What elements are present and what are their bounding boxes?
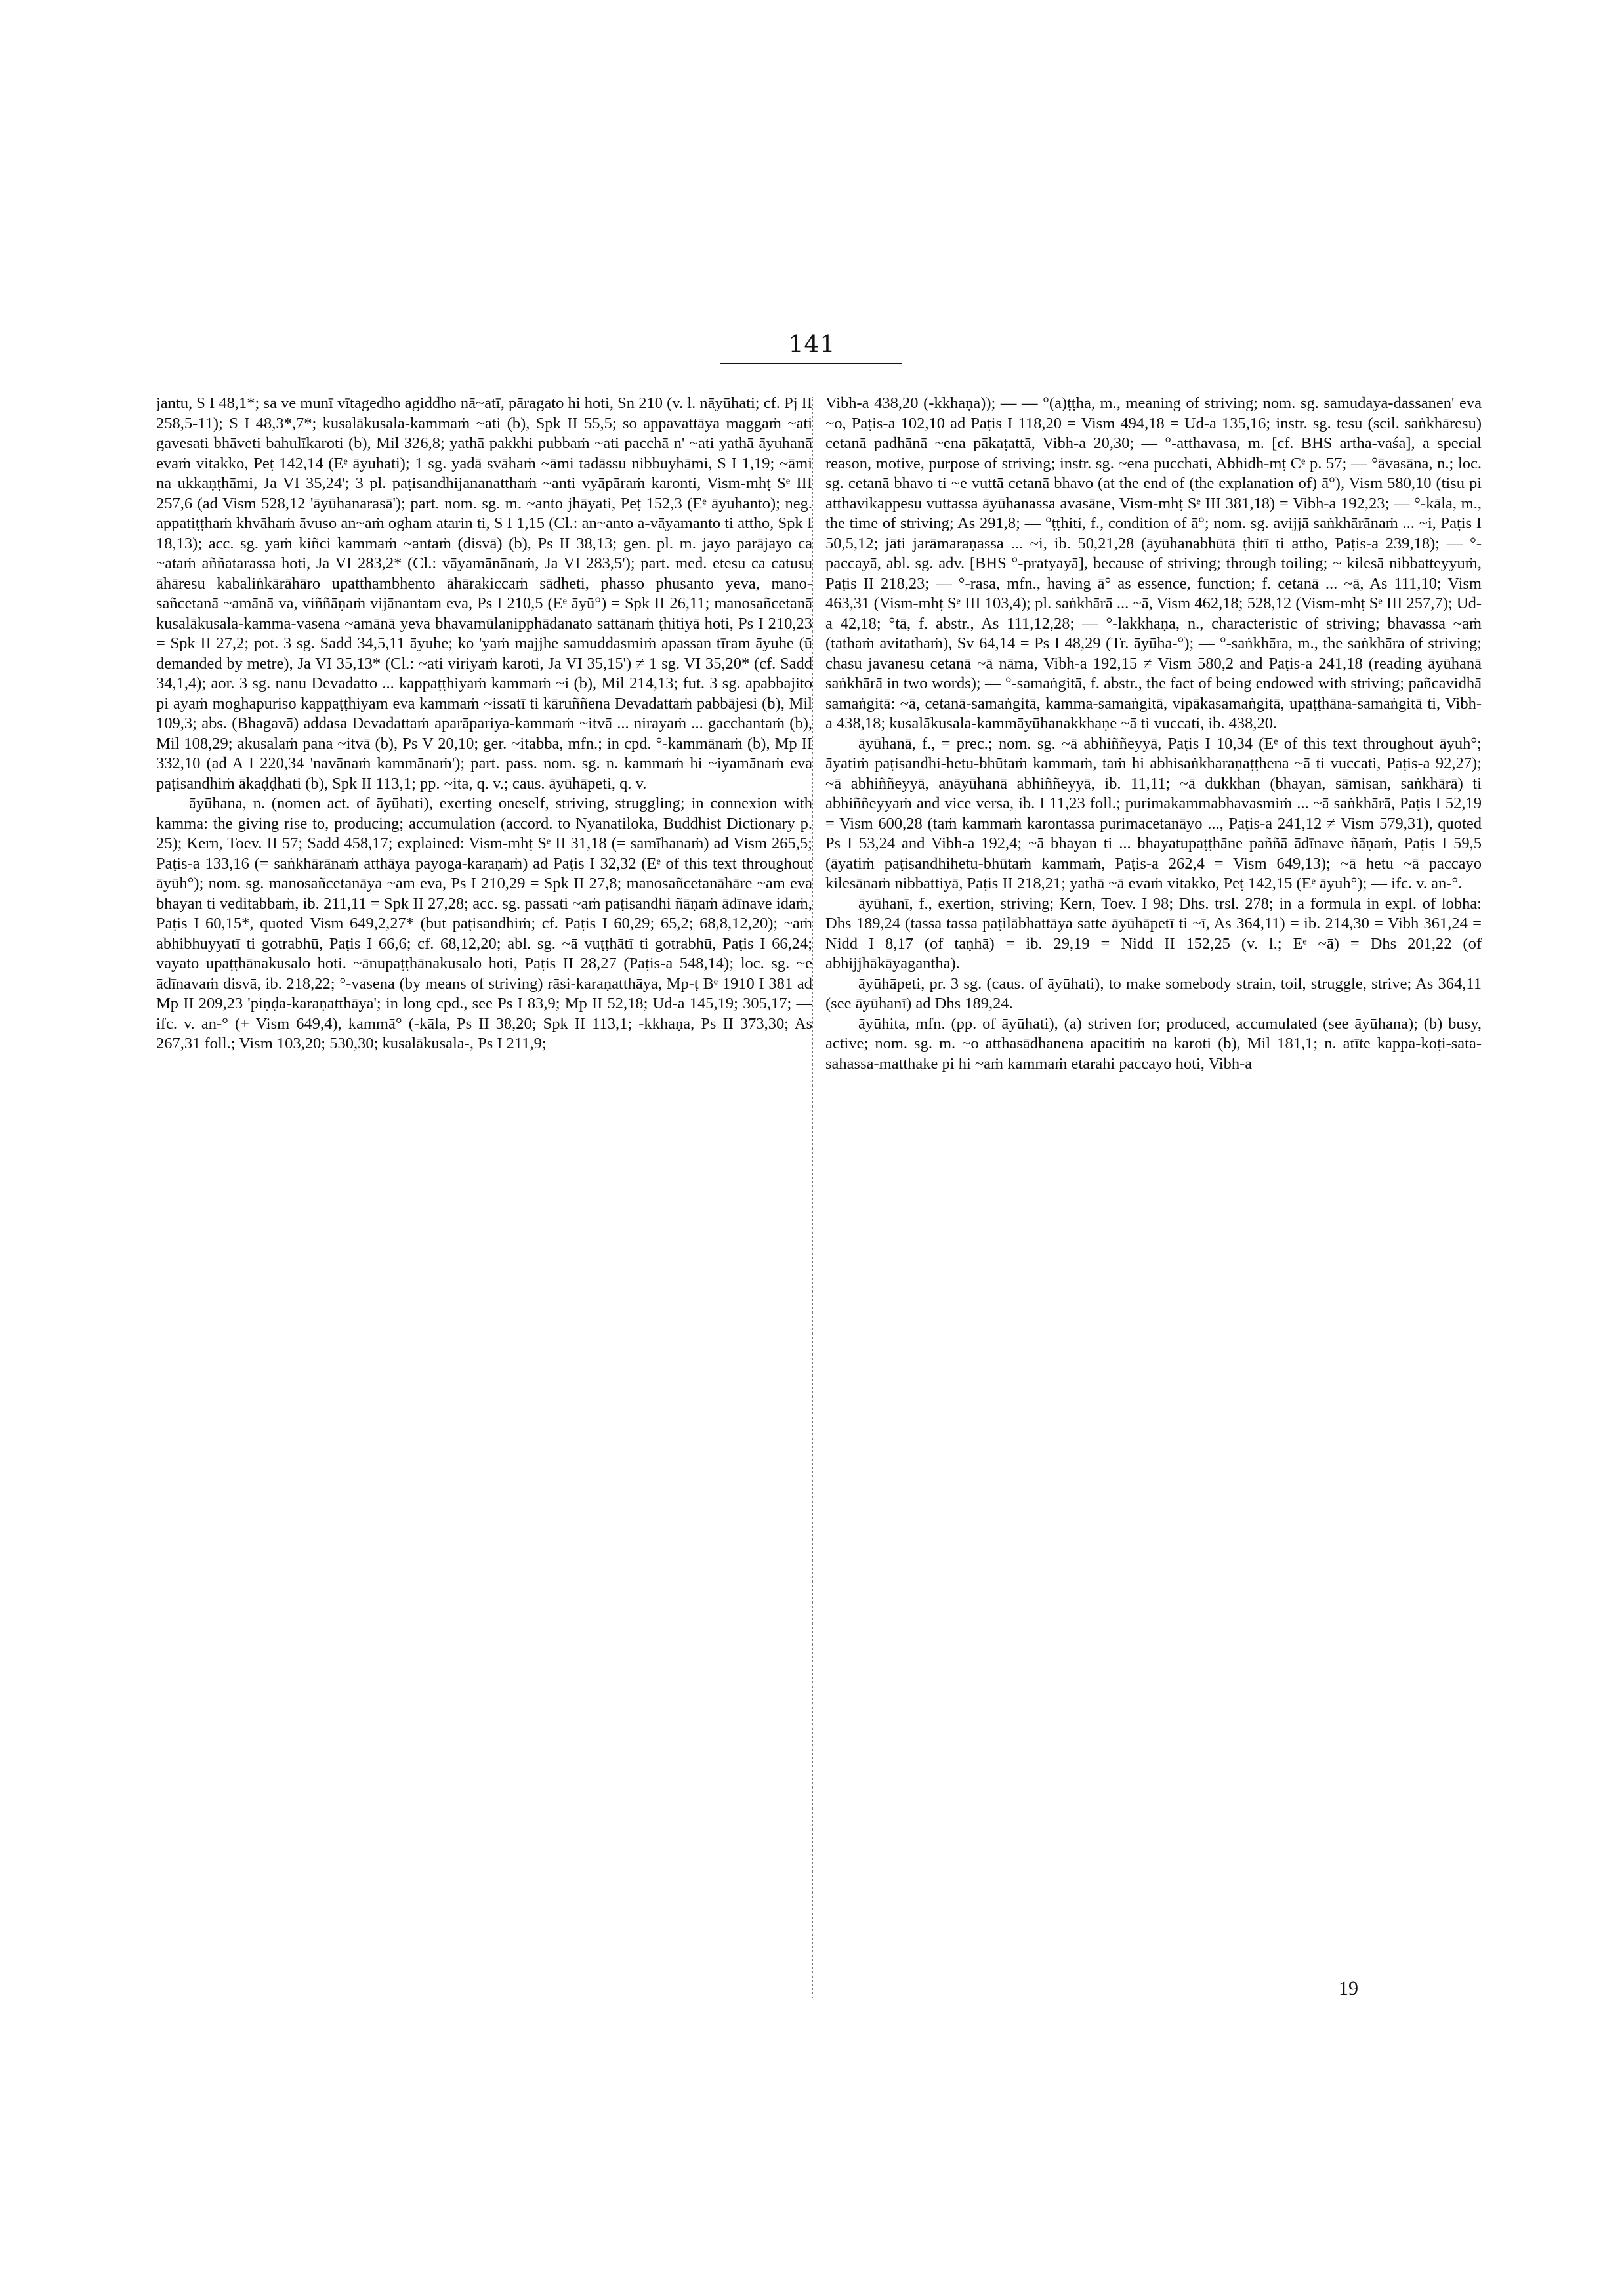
entry-ayuhani: āyūhanī, f., exertion, striving; Kern, Toev. I 98; Dhs. trsl. 278; in a formula in expl. of lobha: Dhs 189,24 (tassa tassa paṭilābhattāya satte āyūhāpetī ti ~ī, As 364,11) = ib. 214,30 = Vibh 361,24 = Nidd I 8,17 (of taṇhā) = ib. 29,19 = Nidd II 152,25 (v. l.; Eᵉ ~ā) = Dhs 201,22 (of abhijjhākāyagantha).	[825, 894, 1482, 972]
entry-ayuhana: āyūhana, n. (nomen act. of āyūhati), exerting oneself, striving, struggling; in connexion with kamma: the giving rise to, producing; accumulation (accord. to Nyanatiloka, Buddhist Dictionary p. 25); Kern, Toev. II 57; Sadd 458,17; explained: Vism-mhṭ Sᵉ II 31,18 (= samīhanaṁ) ad Vism 265,5; Paṭis-a 133,16 (= saṅkhārānaṁ atthāya payoga-karaṇaṁ) ad Paṭis I 32,32 (Eᵉ of this text throughout āyūh°); nom. sg. manosañcetanāya ~am eva, Ps I 210,29 = Spk II 27,8; manosañcetanāhāre ~am eva bhayan ti veditabbaṁ, ib. 211,11 = Spk II 27,28; acc. sg. passati ~aṁ paṭisandhi ñāṇaṁ ādīnave idaṁ, Paṭis I 60,15*, quoted Vism 649,2,27* (but paṭisandhiṁ; cf. Paṭis I 60,29; 65,2; 68,8,12,20); ~aṁ abhibhuyyatī ti gotrabhū, Paṭis I 66,6; cf. 68,12,20; abl. sg. ~ā vuṭṭhātī ti gotrabhū, Paṭis I 66,24; vayato upaṭṭhānakusalo hoti. ~ānupaṭṭhānakusalo hoti, Paṭis II 28,27 (Paṭis-a 548,14); loc. sg. ~e ādīnavaṁ disvā, ib. 218,22; °-vasena (by means of striving) rāsi-karaṇatthāya, Mp-ṭ Bᵉ 1910 I 381 ad Mp II 209,23 'piṇḍa-karaṇatthāya'; in long cpd., see Ps I 83,9; Mp II 52,18; Ud-a 145,19; 305,17; — ifc. v. an-° (+ Vism 649,4), kammā° (-kāla, Ps II 38,20; Spk II 113,1; -kkhaṇa, Ps II 373,30; As 267,31 foll.; Vism 103,20; 530,30; kusalākusala-, Ps I 211,9;	[156, 795, 812, 1052]
entry-ayuhapeti: āyūhāpeti, pr. 3 sg. (caus. of āyūhati), to make somebody strain, toil, struggle, strive; As 364,11 (see āyūhanī) ad Dhs 189,24.	[825, 974, 1482, 1012]
right-column	[825, 394, 1482, 1074]
entry-continuation: Vibh-a 438,20 (-kkhaṇa)); — — °(a)ṭṭha, m., meaning of striving; nom. sg. samudaya-dassanen' eva ~o, Paṭis-a 102,10 ad Paṭis I 118,20 = Vism 494,18 = Ud-a 135,16; instr. sg. tesu (scil. saṅkhāresu) cetanā padhānā ~ena pākaṭattā, Vibh-a 20,30; — °-atthavasa, m. [cf. BHS artha-vaśa], a special reason, motive, purpose of striving; instr. sg. ~ena pucchati, Abhidh-mṭ Cᵉ p. 57; — °āvasāna, n.; loc. sg. cetanā bhavo ti ~e vuttā cetanā bhavo (at the end of (the explanation of) ā°), Vism 580,10 (tisu pi atthavikappesu vuttassa āyūhanassa avasāne, Vism-mhṭ Sᵉ III 381,18) = Vibh-a 192,23; — °-kāla, m., the time of striving; As 291,8; — °ṭṭhiti, f., condition of ā°; nom. sg. avijjā saṅkhārānaṁ ... ~i, Paṭis I 50,5,12; jāti jarāmaraṇassa ... ~i, ib. 50,21,28 (āyūhanabhūtā ṭhitī ti attho, Paṭis-a 239,18); — °-paccayā, abl. sg. adv. [BHS °-pratyayā], because of striving; through toiling; ~ kilesā nibbatteyyuṁ, Paṭis II 218,23; — °-rasa, mfn., having ā° as essence, function; f. cetanā ... ~ā, As 111,10; Vism 463,31 (Vism-mhṭ Sᵉ III 103,4); pl. saṅkhārā ... ~ā, Vism 462,18; 528,12 (Vism-mhṭ Sᵉ III 257,7); Ud-a 42,18; °tā, f. abstr., As 111,12,28; — °-lakkhaṇa, n., characteristic of striving; bhavassa ~aṁ (tathaṁ avitathaṁ), Sv 64,14 = Ps I 48,29 (Tr. āyūha-°); — °-saṅkhāra, m., the saṅkhāra of striving; chasu javanesu cetanā ~ā nāma, Vibh-a 192,15 ≠ Vism 580,2 and Paṭis-a 241,18 (reading āyūhanā saṅkhārā in two words); — °-samaṅgitā, f. abstr., the fact of being endowed with striving; pañcavidhā samaṅgitā: ~ā, cetanā-samaṅgitā, kamma-samaṅgitā, vipākasamaṅgitā, upaṭṭhāna-samaṅgitā ti, Vibh-a 438,18; kusalākusala-kammāyūhanakkhaṇe ~ā ti vuccati, ib. 438,20.	[825, 394, 1482, 732]
entry-text: jantu, S I 48,1*; sa ve munī vītagedho agiddho nā~atī, pāragato hi hoti, Sn 210 (v. l. nāyūhati; cf. Pj II 258,5-11); S I 48,3*,7*; kusalākusala-kammaṁ ~ati (b), Spk II 55,5; so appavattāya maggaṁ ~ati gavesati bhāveti bahulīkaroti (b), Mil 326,8; yathā pakkhi pubbaṁ ~ati pacchā n' ~ati yathā āyuhanā evaṁ vitakko, Peṭ 142,14 (Eᵉ āyuhati); 1 sg. yadā svāhaṁ ~āmi tadāssu nibbuyhāmi, S I 1,19; ~āmi na ukkaṇṭhāmi, Ja VI 35,24'; 3 pl. paṭisandhijananatthaṁ ~anti vyāpāraṁ karonti, Vism-mhṭ Sᵉ III 257,6 (ad Vism 528,12 'āyūhanarasā'); part. nom. sg. m. ~anto jhāyati, Peṭ 152,3 (Eᵉ āyuhanto); neg. appatiṭṭhaṁ khvāhaṁ āvuso an~aṁ ogham atarin ti, S I 1,15 (Cl.: an~anto a-vāyamanto ti attho, Spk I 18,13); acc. sg. yaṁ kiñci kammaṁ ~antaṁ (disvā) (b), Ps II 38,13; gen. pl. m. jayo parājayo ca ~ataṁ aññatarassa hoti, Ja VI 283,2* (Cl.: vāyamānānaṁ, Ja VI 283,5'); part. med. etesu ca catusu āhāresu kabaliṅkārāhāro upatthambhento āhārakiccaṁ sādheti, phasso phusanto yeva, mano-sañcetanā ~amānā va, viññāṇaṁ vijānantam eva, Ps I 210,5 (Eᵉ āyū°) = Spk II 26,11; manosañcetanā kusalākusala-kamma-vasena ~amānā yeva bhavamūlanipphādanato sattānaṁ ṭhitiyā hoti, Ps I 210,23 = Spk II 27,2; pot. 3 sg. Sadd 34,5,11 āyuhe; ko 'yaṁ majjhe samuddasmiṁ apassan tīram āyuhe (ū demanded by metre), Ja VI 35,13* (Cl.: ~ati viriyaṁ karoti, Ja VI 35,15') ≠ 1 sg. VI 35,20* (cf. Sadd 34,1,4); aor. 3 sg. nanu Devadatto ... kappaṭṭhiyaṁ kammaṁ ~i (b), Mil 214,13; fut. 3 sg. apabbajito pi ayaṁ moghapuriso kappaṭṭhiyam eva kammaṁ ~issatī ti kāruññena Devadattaṁ pabbājesi (b), Mil 109,3; abs. (Bhagavā) addasa Devadattaṁ aparāpariya-kammaṁ ~itvā ... nirayaṁ ... gacchantaṁ (b), Mil 108,29; akusalaṁ pana ~itvā (b), Ps V 20,10; ger. ~itabba, mfn.; in cpd. °-kammānaṁ (b), Mp II 332,10 (ad A I 220,34 'navānaṁ kammānaṁ'); part. pass. nom. sg. n. kammaṁ hi ~iyamānaṁ eva paṭisandhiṁ ākaḍḍhati (b), Spk II 113,1; pp. ~ita, q. v.; caus. āyūhāpeti, q. v.	[156, 394, 812, 793]
left-column	[156, 394, 812, 1054]
page-number: 141	[788, 331, 836, 358]
entry-ayuhita: āyūhita, mfn. (pp. of āyūhati), (a) striven for; produced, accumulated (see āyūhana); (b) busy, active; nom. sg. m. ~o atthasādhanena apacitiṁ na karoti (b), Mil 181,1; n. atīte kappa-koṭi-sata-sahassa-matthake pi hi ~aṁ kammaṁ etarahi paccayo hoti, Vibh-a	[825, 1014, 1482, 1073]
column-separator	[812, 397, 813, 1998]
signature-mark: 19	[1339, 1977, 1358, 1999]
entry-ayuhana-f: āyūhanā, f., = prec.; nom. sg. ~ā abhiññeyyā, Paṭis I 10,34 (Eᵉ of this text throughout āyuh°; āyatiṁ paṭisandhi-hetu-bhūtaṁ kammaṁ, taṁ hi abhisaṅkharaṇaṭṭhena ~ā ti vuccati, Paṭis-a 92,27); ~ā abhiññeyyā, anāyūhanā abhiññeyyā, ib. 11,11; ~ā dukkhan (bhayan, sāmisan, saṅkhārā) ti abhiññeyyaṁ and vice versa, ib. I 11,23 foll.; purimakammabhavasmiṁ ... ~ā saṅkhārā, Paṭis I 52,19 = Vism 600,28 (taṁ kammaṁ karontassa purimacetanāyo ..., Paṭis-a 241,12 ≠ Vism 579,31), quoted Ps I 53,24 and Vibh-a 192,4; ~ā bhayan ti ... bhayatupaṭṭhāne paññā ādīnave ñāṇaṁ, Paṭis I 59,5 (āyatiṁ paṭisandhihetu-bhūtaṁ kammaṁ, Paṭis-a 262,4 = Vism 649,13); ~ā hetu ~ā paccayo kilesānaṁ nibbattiyā, Paṭis II 218,21; yathā ~ā evaṁ vitakko, Peṭ 142,15 (Eᵉ āyuh°); — ifc. v. an-°.	[825, 734, 1482, 892]
page-number-rule	[720, 363, 902, 364]
